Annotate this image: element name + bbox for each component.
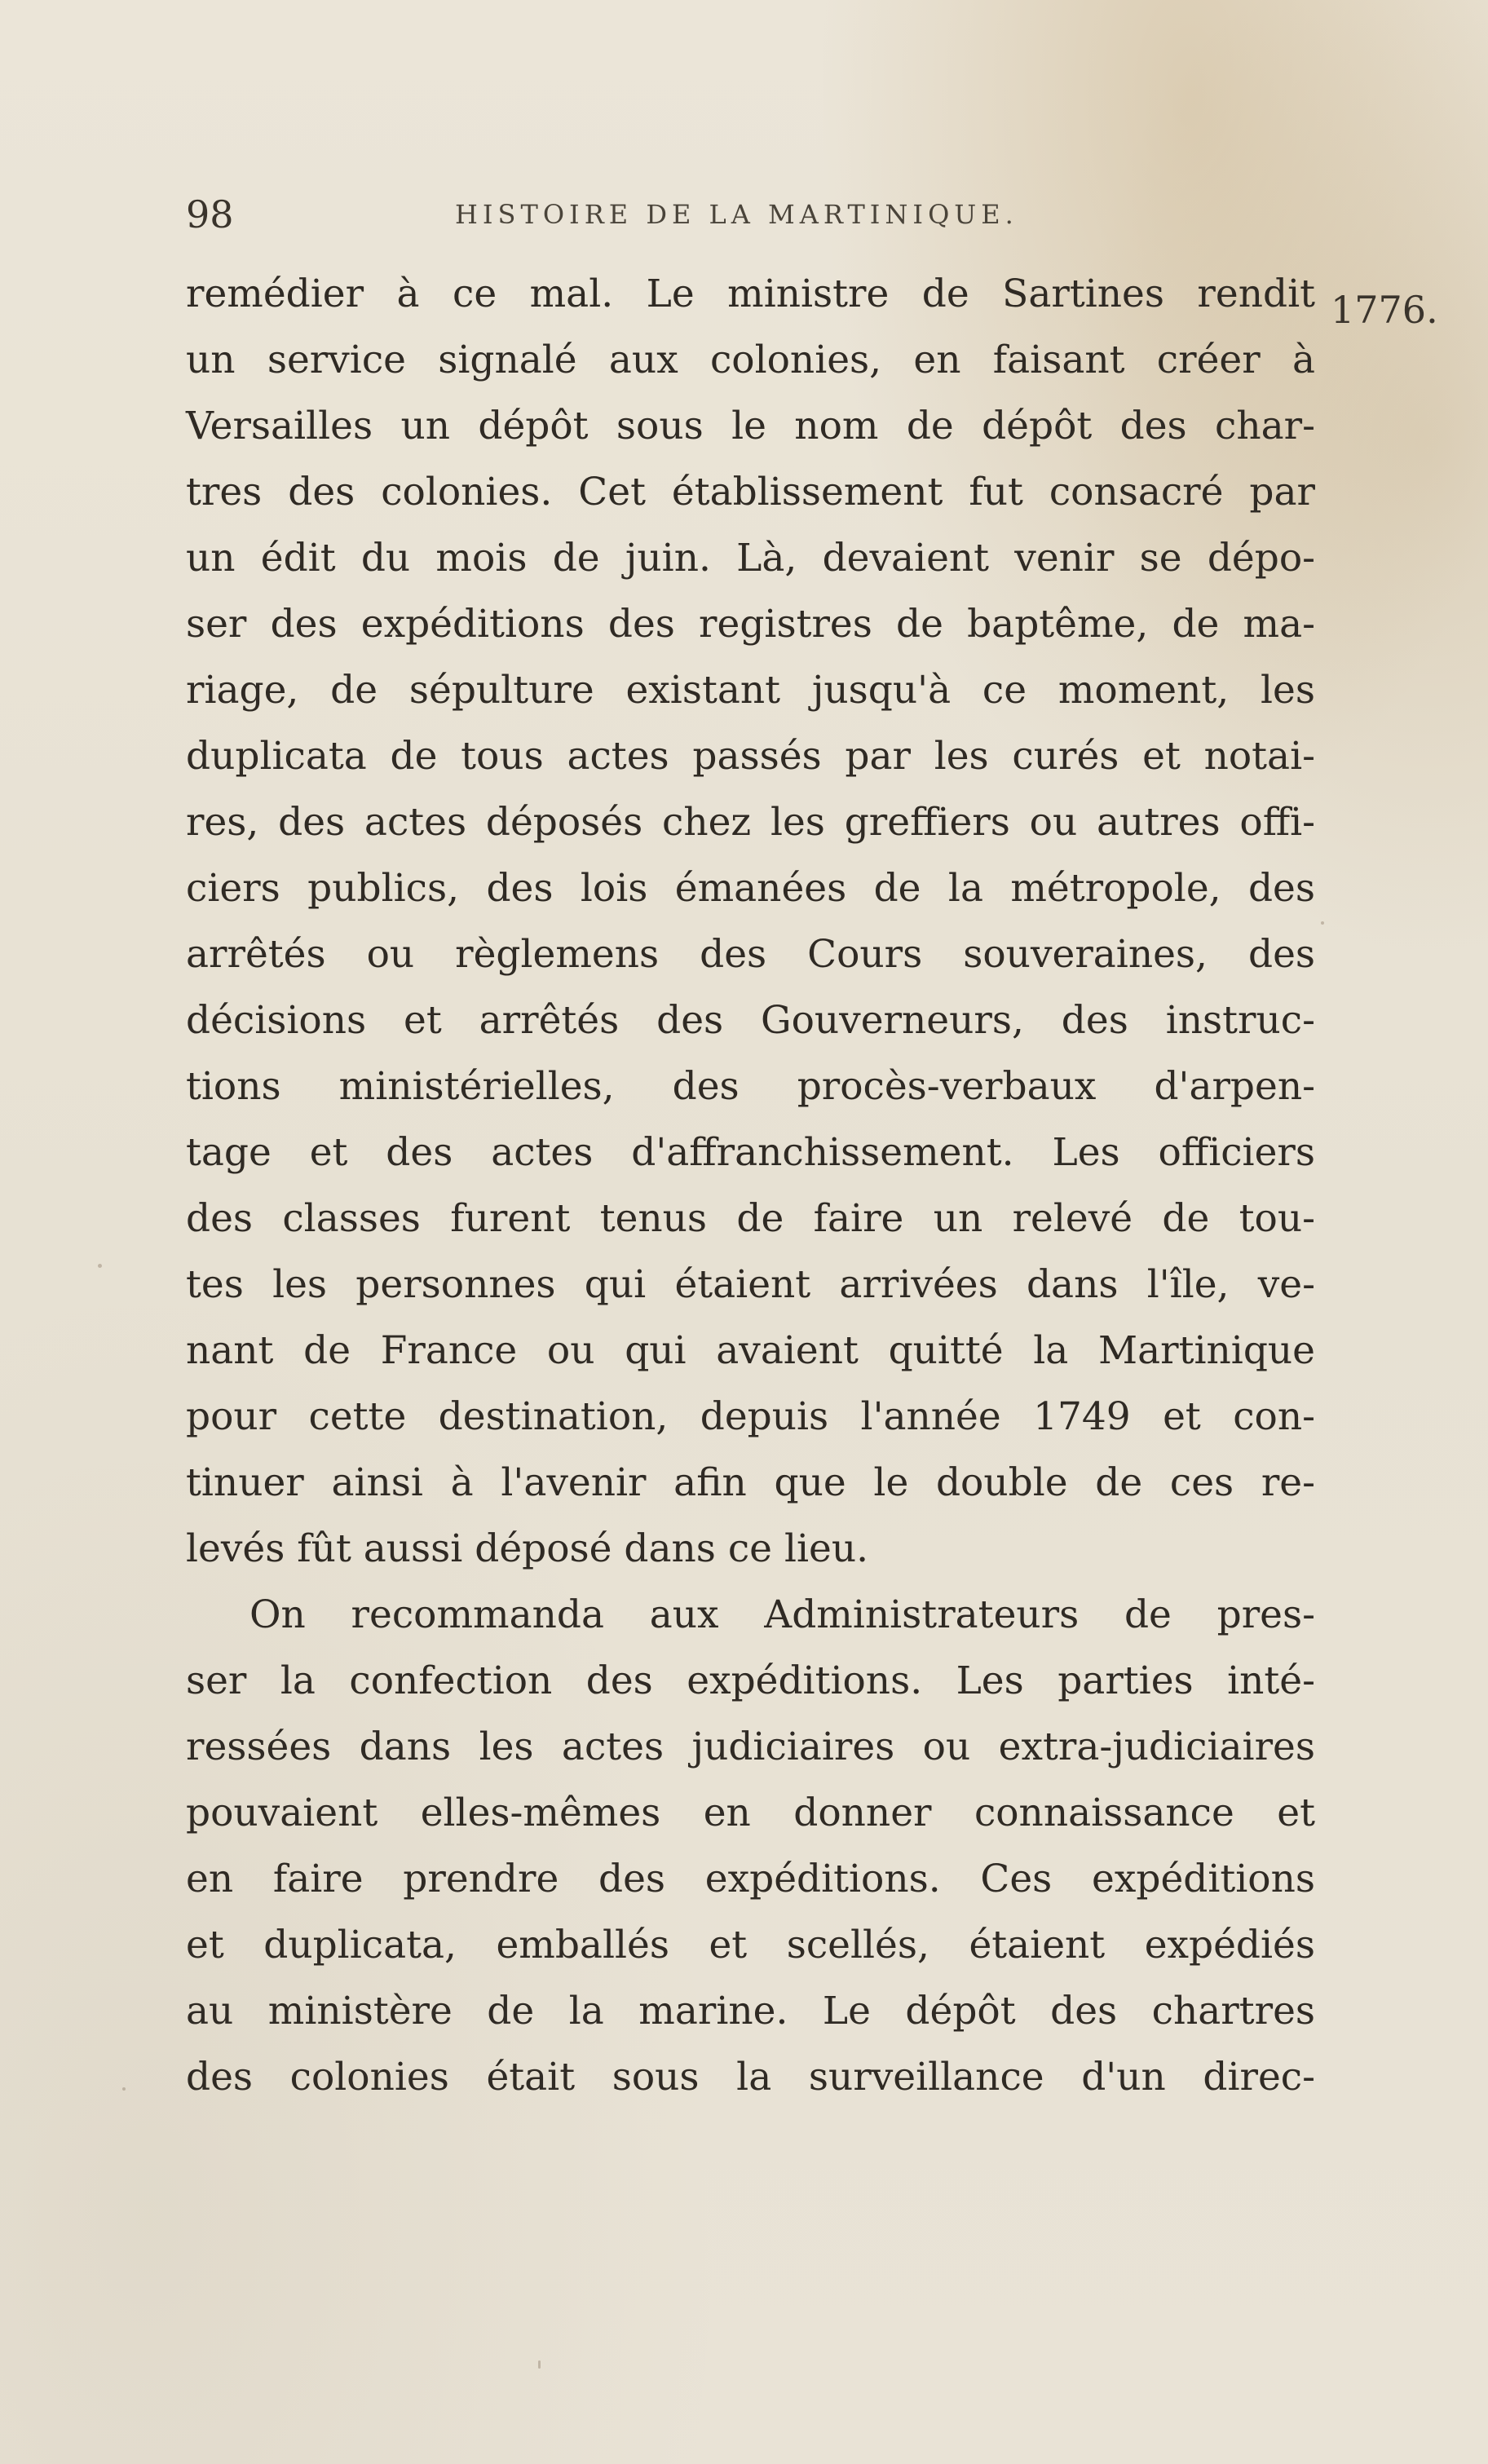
text-line: un édit du mois de juin. Là, devaient venir se dépo-: [186, 536, 1315, 581]
text-line: des colonies était sous la surveillance d'un direc-: [186, 2055, 1315, 2100]
paper-speck: [98, 1264, 102, 1268]
text-line: tions ministérielles, des procès-verbaux d'arpen-: [186, 1064, 1315, 1109]
text-line: tes les personnes qui étaient arrivées dans l'île, ve-: [186, 1262, 1315, 1307]
text-line: duplicata de tous actes passés par les curés et notai-: [186, 734, 1315, 779]
text-line: ser des expéditions des registres de baptême, de ma-: [186, 602, 1315, 647]
text-line: res, des actes déposés chez les greffiers ou autres offi-: [186, 800, 1315, 845]
paper-speck: [122, 2087, 126, 2091]
paper-speck: [1321, 921, 1324, 925]
text-line: au ministère de la marine. Le dépôt des chartres: [186, 1989, 1315, 2033]
text-line: riage, de sépulture existant jusqu'à ce moment, les: [186, 668, 1315, 713]
text-line: nant de France ou qui avaient quitté la Martinique: [186, 1328, 1315, 1373]
running-title: HISTOIRE DE LA MARTINIQUE.: [455, 199, 1018, 230]
text-line: remédier à ce mal. Le ministre de Sartines rendit: [186, 272, 1315, 316]
page-number: 98: [186, 192, 234, 236]
text-line: ressées dans les actes judiciaires ou extra-judiciaires: [186, 1724, 1315, 1769]
text-line: des classes furent tenus de faire un relevé de tou-: [186, 1196, 1315, 1241]
text-line: ciers publics, des lois émanées de la métropole, des: [186, 866, 1315, 911]
text-line: ser la confection des expéditions. Les parties inté-: [186, 1658, 1315, 1703]
text-line: un service signalé aux colonies, en faisant créer à: [186, 338, 1315, 382]
text-line: en faire prendre des expéditions. Ces expéditions: [186, 1857, 1315, 1901]
text-line: On recommanda aux Administrateurs de pres-: [249, 1592, 1315, 1637]
paper-speck: [538, 2360, 541, 2369]
text-line: arrêtés ou règlemens des Cours souveraines, des: [186, 932, 1315, 977]
running-head: [186, 186, 1319, 243]
text-line: et duplicata, emballés et scellés, étaient expédiés: [186, 1923, 1315, 1967]
text-line: Versailles un dépôt sous le nom de dépôt des char-: [186, 404, 1315, 448]
text-line: pour cette destination, depuis l'année 1749 et con-: [186, 1394, 1315, 1439]
body-text: [186, 261, 1315, 2110]
text-line: tres des colonies. Cet établissement fut consacré par: [186, 470, 1315, 514]
text-line: tinuer ainsi à l'avenir afin que le double de ces re-: [186, 1460, 1315, 1505]
margin-year-note: 1776.: [1331, 288, 1438, 332]
text-line: pouvaient elles-mêmes en donner connaissance et: [186, 1791, 1315, 1835]
text-line: tage et des actes d'affranchissement. Les officiers: [186, 1130, 1315, 1175]
text-line: levés fût aussi déposé dans ce lieu.: [186, 1526, 869, 1571]
text-line: décisions et arrêtés des Gouverneurs, des instruc-: [186, 998, 1315, 1043]
